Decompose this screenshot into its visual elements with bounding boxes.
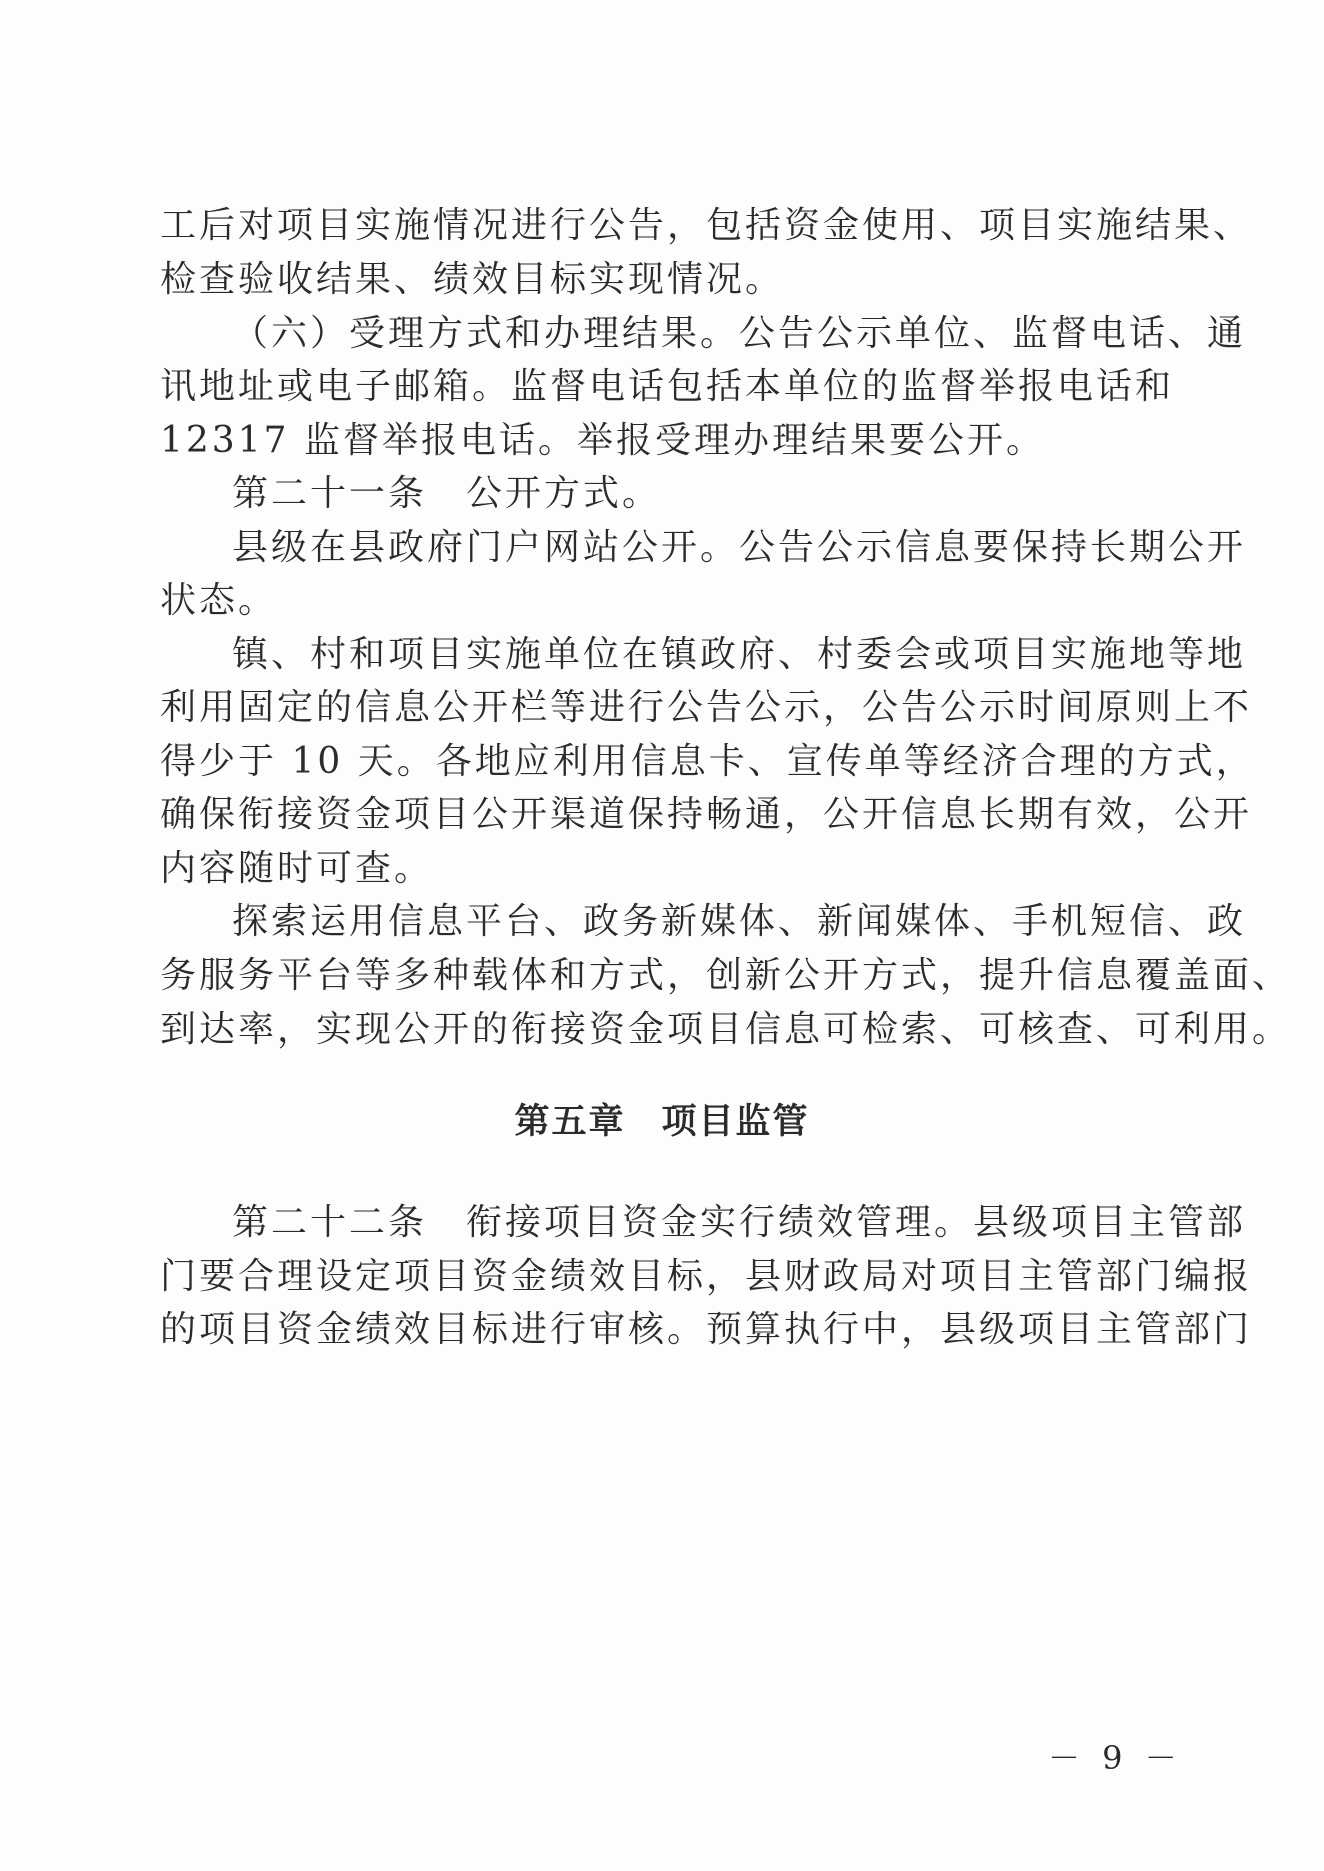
- text-line-5: 12317 监督举报电话。举报受理办理结果要公开。: [160, 420, 1045, 461]
- text-line-13: 内容随时可查。: [160, 848, 434, 889]
- text-line-12: 确保衔接资金项目公开渠道保持畅通，公开信息长期有效，公开: [160, 794, 1253, 835]
- text-line-15: 务服务平台等多种载体和方式，创新公开方式，提升信息覆盖面、: [160, 955, 1292, 996]
- text-line-7: 县级在县政府门户网站公开。公告公示信息要保持长期公开: [232, 527, 1247, 568]
- text-line-3: （六）受理方式和办理结果。公告公示单位、监督电话、通: [232, 313, 1247, 354]
- text-line-11: 得少于 10 天。各地应利用信息卡、宣传单等经济合理的方式，: [160, 741, 1255, 782]
- text-line-1: 工后对项目实施情况进行公告，包括资金使用、项目实施结果、: [160, 205, 1253, 246]
- text-line-14: 探索运用信息平台、政务新媒体、新闻媒体、手机短信、政: [232, 901, 1247, 942]
- text-line-4: 讯地址或电子邮箱。监督电话包括本单位的监督举报电话和: [160, 366, 1175, 407]
- article-heading-22: 第二十二条 衔接项目资金实行绩效管理。县级项目主管部: [232, 1202, 1247, 1243]
- chapter-heading: [0, 1100, 1324, 1144]
- text-line-16: 到达率，实现公开的衔接资金项目信息可检索、可核查、可利用。: [160, 1009, 1292, 1050]
- text-line-10: 利用固定的信息公开栏等进行公告公示，公告公示时间原则上不: [160, 687, 1253, 728]
- article-heading-21: 第二十一条 公开方式。: [232, 473, 662, 514]
- chapter-number: 第五章: [514, 1102, 626, 1142]
- text-line-8: 状态。: [160, 580, 278, 621]
- page-number: － 9 －: [1048, 1739, 1183, 1777]
- text-line-2: 检查验收结果、绩效目标实现情况。: [160, 259, 785, 300]
- chapter-title: 项目监管: [661, 1102, 810, 1142]
- text-line-19: 的项目资金绩效目标进行审核。预算执行中，县级项目主管部门: [160, 1309, 1253, 1350]
- text-line-9: 镇、村和项目实施单位在镇政府、村委会或项目实施地等地: [232, 634, 1247, 675]
- text-line-18: 门要合理设定项目资金绩效目标，县财政局对项目主管部门编报: [160, 1256, 1253, 1297]
